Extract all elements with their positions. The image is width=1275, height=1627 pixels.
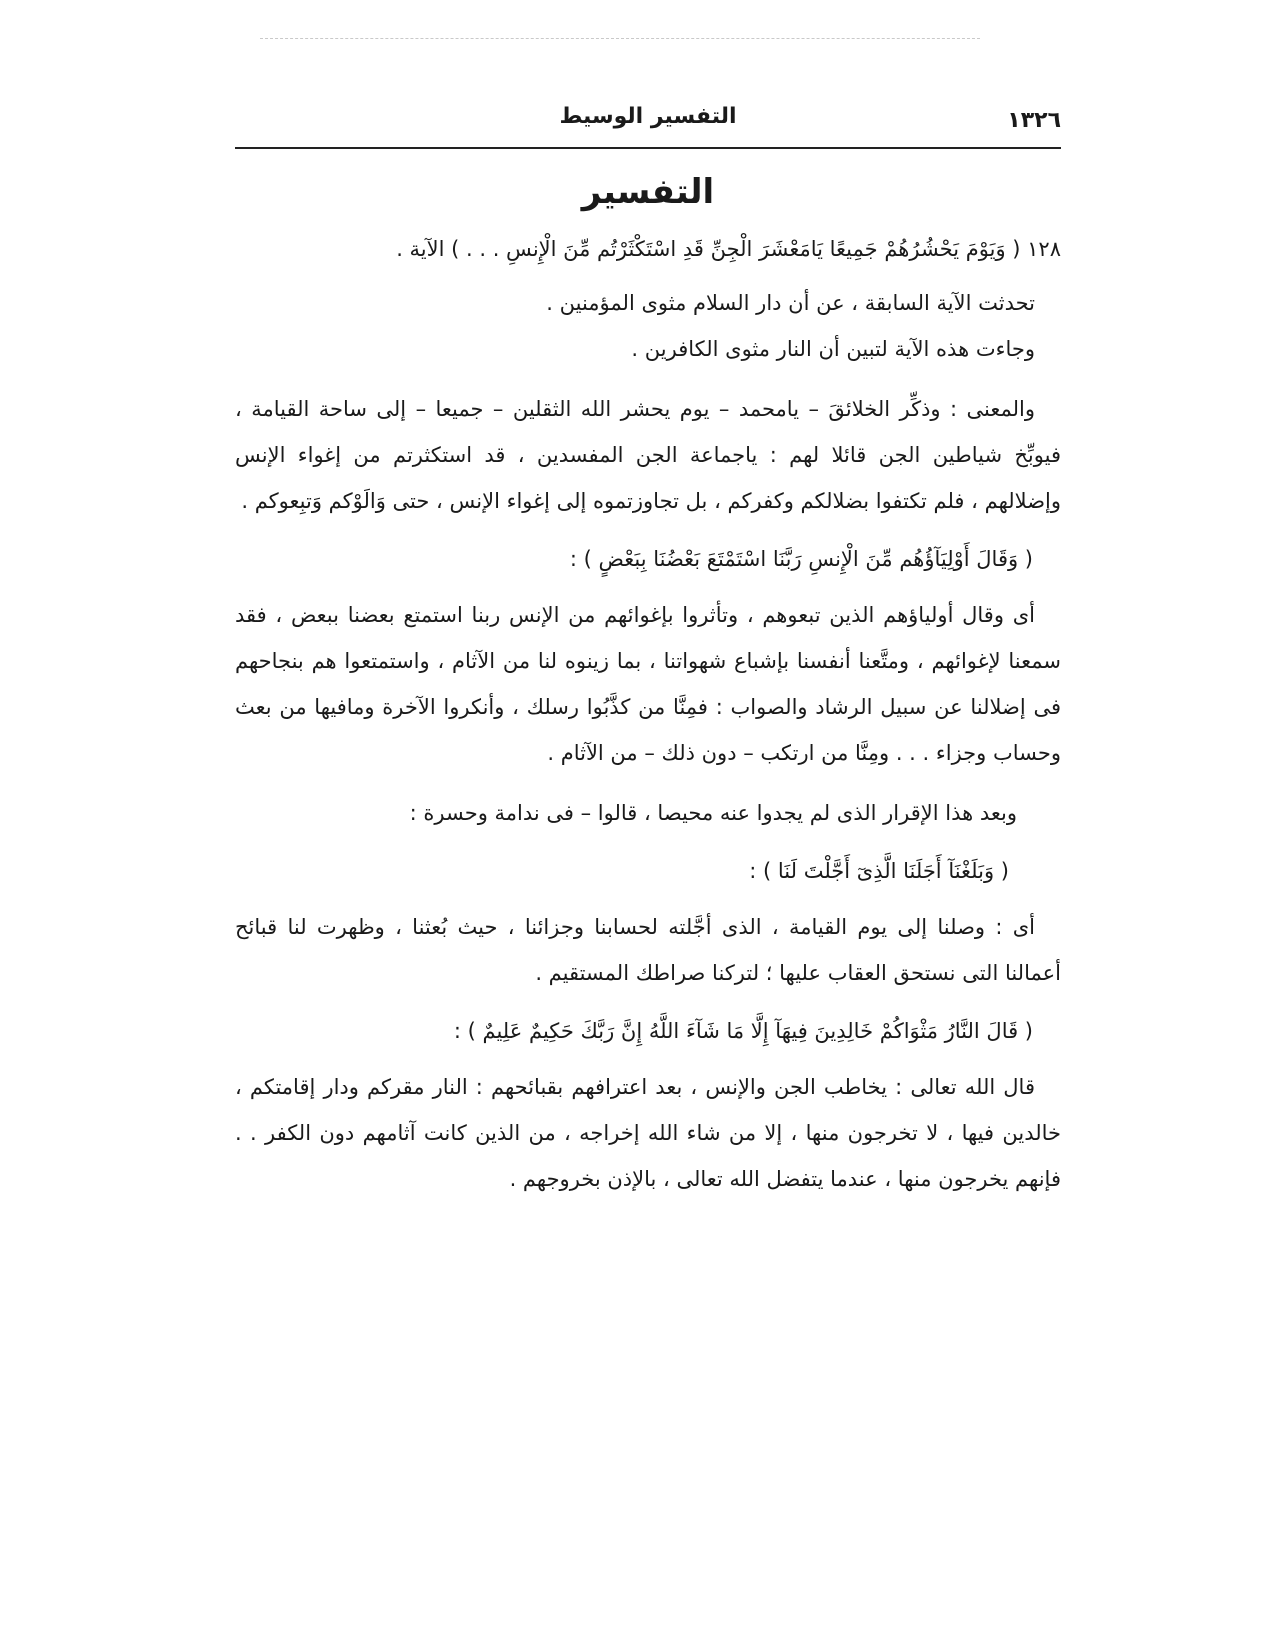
quranic-quote-1: ( وَقَالَ أَوْلِيَآؤُهُم مِّنَ الْإِنسِ رَبَّنَا اسْتَمْتَعَ بَعْضُنَا بِبَعْضٍ ) : <box>569 547 1033 571</box>
paragraph-intro-2: وجاءت هذه الآية لتبين أن النار مثوى الكافرين . <box>631 337 1035 361</box>
quranic-quote-2: ( وَبَلَغْنَآ أَجَلَنَا الَّذِىٓ أَجَّلْتَ لَنَا ) : <box>749 859 1009 883</box>
quranic-quote-3: ( قَالَ النَّارُ مَثْوَاكُمْ خَالِدِينَ فِيهَآ إِلَّا مَا شَآءَ اللَّهُ إِنَّ رَبَّكَ حَكِيمٌ عَلِيمٌ ) : <box>453 1019 1033 1043</box>
verse-heading: ١٢٨ ( وَيَوْمَ يَحْشُرُهُمْ جَمِيعًا يَامَعْشَرَ الْجِنِّ قَدِ اسْتَكْثَرْتُم مِّنَ الْإِنسِ . . . ) الآية . <box>396 237 1061 261</box>
paragraph-explanation-2: أى : وصلنا إلى يوم القيامة ، الذى أجَّلته لحسابنا وجزائنا ، حيث بُعثنا ، وظهرت لنا قبائح أعمالنا التى نستحق العقاب عليها ؛ لتركنا صراطك المستقيم . <box>235 915 1061 985</box>
section-title: التفسير <box>581 172 715 212</box>
paragraph-explanation-3: قال الله تعالى : يخاطب الجن والإنس ، بعد اعترافهم بقبائحهم : النار مقركم ودار إقامتكم ، خالدين فيها ، لا تخرجون منها ، إلا من شاء الله إخراجه ، من الذين كانت آثامهم دون الكفر . . فإنهم يخرجون منها ، عندما يتفضل الله تعالى ، بالإذن بخروجهم . <box>235 1075 1061 1191</box>
page-number: ١٣٢٦ <box>1007 108 1061 133</box>
paragraph-after-confession: وبعد هذا الإقرار الذى لم يجدوا عنه محيصا ، قالوا – فى ندامة وحسرة : <box>409 801 1017 825</box>
paragraph-meaning: والمعنى : وذكِّر الخلائقَ – يامحمد – يوم يحشر الله الثقلين – جميعا – إلى ساحة القيامة ، فيوبِّخ شياطين الجن قائلا لهم : ياجماعة الجن المفسدين ، قد استكثرتم من إغواء الإنس وإضلالهم ، فلم تكتفوا بضلالكم وكفركم ، بل تجاوزتموه إلى إغواء الإنس ، حتى وَالَوْكم وَتبِعوكم . <box>235 397 1061 513</box>
header-divider <box>235 147 1061 149</box>
running-title: التفسير الوسيط <box>559 104 737 129</box>
commentary-body <box>235 226 1061 1202</box>
page-header <box>235 104 1061 140</box>
scan-edge-line <box>260 38 980 39</box>
paragraph-intro-1: تحدثت الآية السابقة ، عن أن دار السلام مثوى المؤمنين . <box>546 291 1035 315</box>
paragraph-explanation-1: أى وقال أولياؤهم الذين تبعوهم ، وتأثروا بإغوائهم من الإنس ربنا استمتع بعضنا ببعض ، فقد سمعنا لإغوائهم ، ومتَّعنا أنفسنا بإشباع شهواتنا ، بما زينوه لنا من الآثام ، واستمتعوا هم بنجاحهم فى إضلالنا عن سبيل الرشاد والصواب : فمِنَّا من كذَّبُوا رسلك ، وأنكروا الآخرة ومافيها من بعث وحساب وجزاء . . . ومِنَّا من ارتكب – دون ذلك – من الآثام . <box>235 603 1061 765</box>
